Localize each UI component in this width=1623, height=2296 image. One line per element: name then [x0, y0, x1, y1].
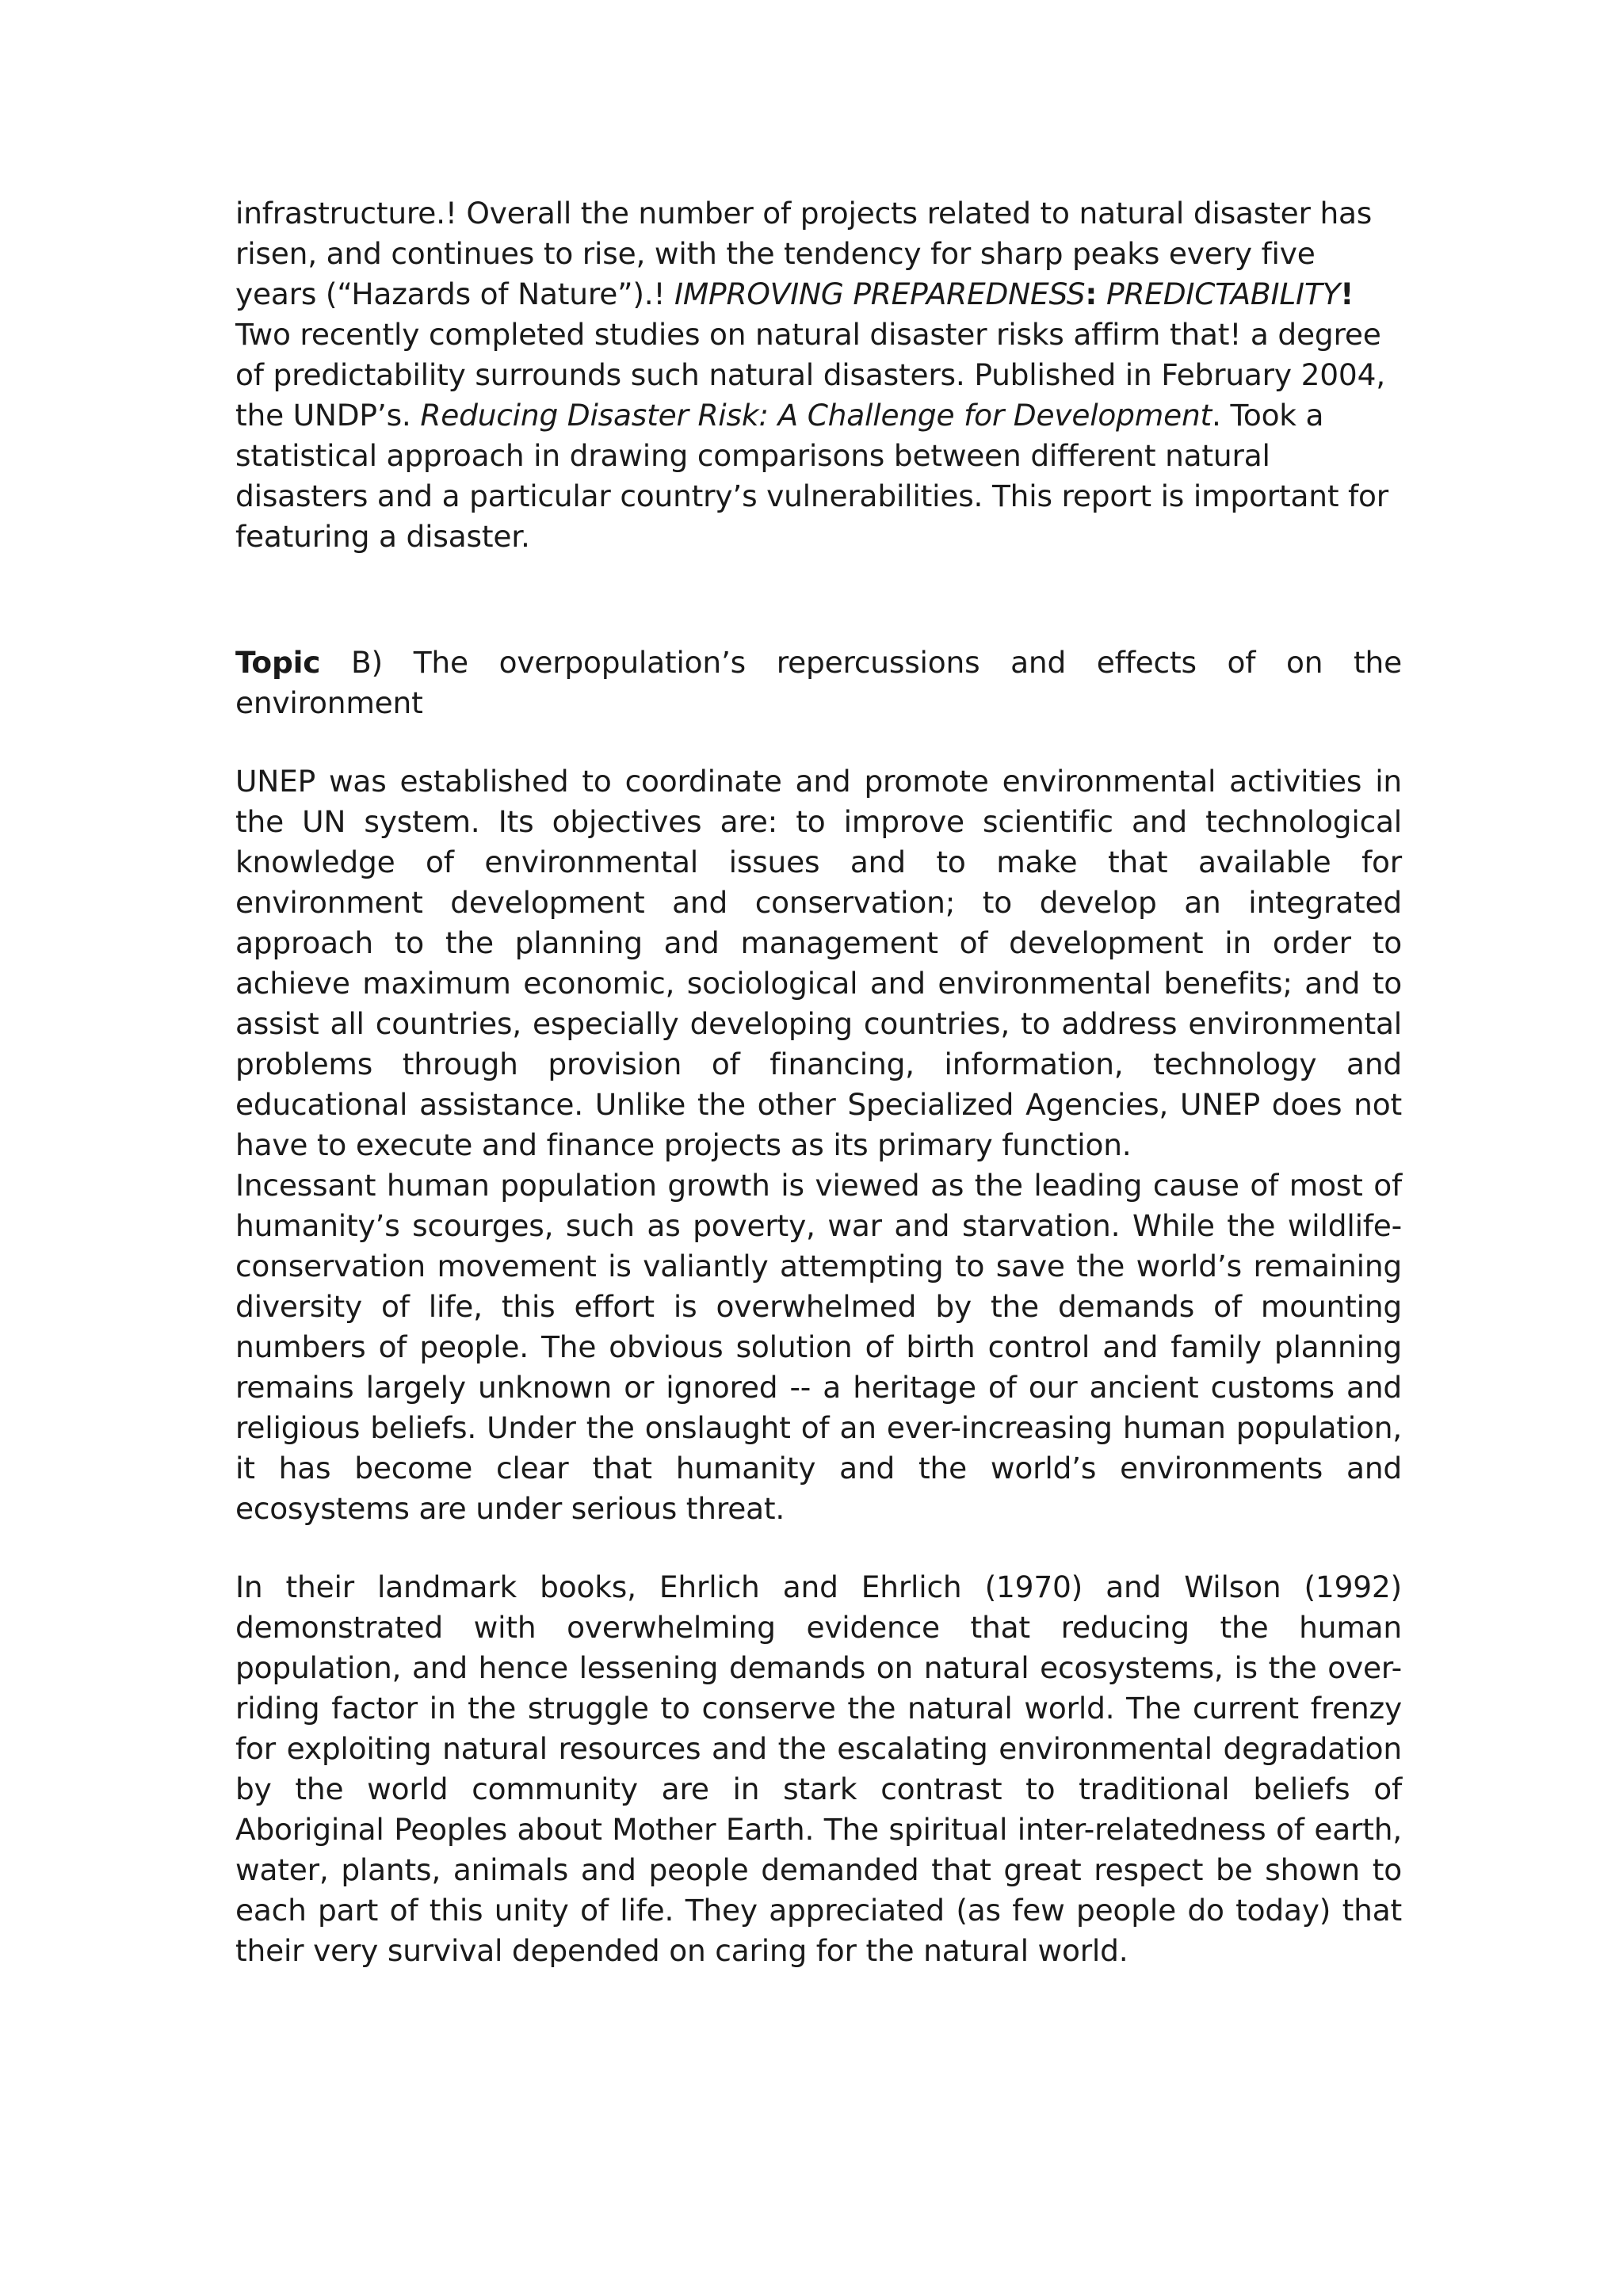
report-title: Reducing Disaster Risk: A Challenge for Development — [420, 398, 1212, 433]
preparedness-heading: IMPROVING PREPAREDNESS — [674, 277, 1086, 311]
topic-text: B) The overpopulation’s repercussions and effects of on the environment — [235, 645, 1402, 720]
paragraph-spacer-2 — [235, 1529, 1402, 1567]
intro-text-1: infrastructure.! Overall the number of projects related to natural disaster has risen, and continues to rise, with the tendency for sharp peaks every five years (“Hazards of Nature”).! — [235, 196, 1373, 311]
section-spacer — [235, 557, 1402, 643]
landmark-paragraph: In their landmark books, Ehrlich and Ehrlich (1970) and Wilson (1992) demonstrated with overwhelming evidence that reducing the human population, and hence lessening demands on natural ecosystems, is the over-riding factor in the struggle to conserve the natural world. The current frenzy for exploiting natural resources and the escalating environmental degradation by the world community are in stark contrast to traditional beliefs of Aboriginal Peoples about Mother Earth. The spiritual inter-relatedness of earth, water, plants, animals and people demanded that great respect be shown to each part of this unity of life. They appreciated (as few people do today) that their very survival depended on caring for the natural world. — [235, 1569, 1402, 1968]
document-page — [235, 193, 1402, 1971]
population-paragraph: Incessant human population growth is viewed as the leading cause of most of humanity’s scourges, such as poverty, war and starvation. While the wildlife-conservation movement is valiantly attempting to save the world’s remaining diversity of life, this effort is overwhelmed by the demands of mounting numbers of people. The obvious solution of birth control and family planning remains largely unknown or ignored -- a heritage of our ancient customs and religious beliefs. Under the onslaught of an ever-increasing human population, it has become clear that humanity and the world’s environments and ecosystems are under serious threat. — [235, 1168, 1402, 1526]
heading-exclamation: ! — [1340, 277, 1354, 311]
predictability-heading: PREDICTABILITY — [1106, 277, 1341, 311]
topic-heading — [235, 643, 1402, 723]
unep-paragraph: UNEP was established to coordinate and promote environmental activities in the UN system. Its objectives are: to improve scientific and technological knowledge of environmental issues and to make that available for environment development and conservation; to develop an integrated approach to the planning and management of development in order to achieve maximum economic, sociological and environmental benefits; and to assist all countries, especially developing countries, to address environmental problems through provision of financing, information, technology and educational assistance. Unlike the other Specialized Agencies, UNEP does not have to execute and finance projects as its primary function. — [235, 764, 1402, 1162]
paragraph-spacer — [235, 723, 1402, 761]
intro-paragraph — [235, 193, 1402, 557]
intro-text-3: . Took a statistical approach in drawing comparisons between different natural disasters and a particular country’s vulnerabilities. This report is important for featuring a disaster. — [235, 398, 1388, 554]
intro-text-2: Two recently completed studies on natural disaster risks affirm that! a degree of predictability surrounds such natural disasters. Published in February 2004, the UNDP’s. — [235, 317, 1385, 433]
heading-colon: : — [1085, 277, 1098, 311]
topic-label: Topic — [235, 645, 321, 680]
